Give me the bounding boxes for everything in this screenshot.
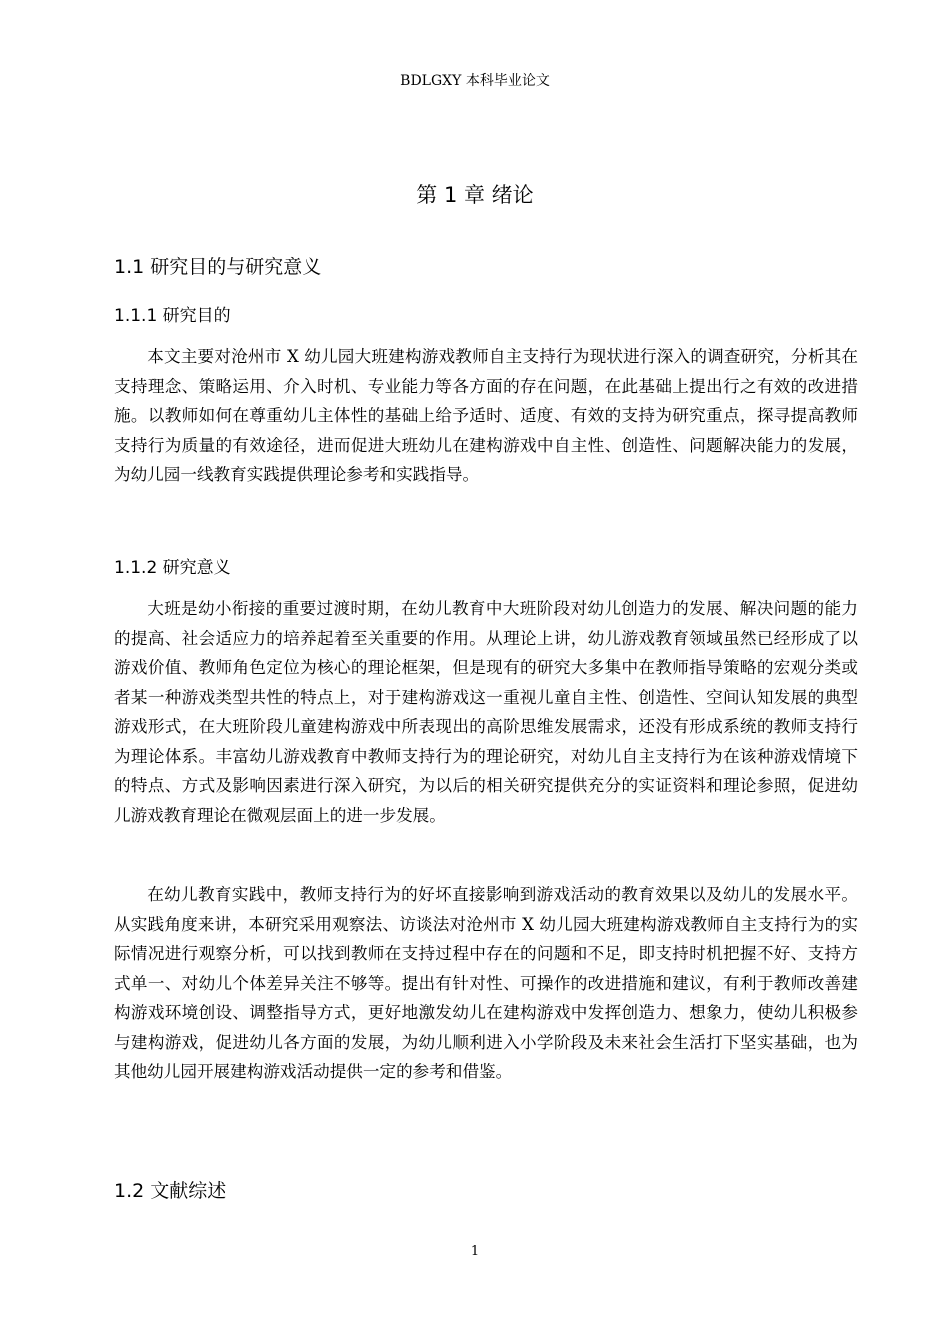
body-paragraph-research-purpose: 本文主要对沧州市 X 幼儿园大班建构游戏教师自主支持行为现状进行深入的调查研究，分析其在支持理念、策略运用、介入时机、专业能力等各方面的存在问题，在此基础上提出行之有效的改进措施。以教师如何在尊重幼儿主体性的基础上给予适时、适度、有效的支持为研究重点，探寻提高教师支持行为质量的有效途径，进而促进大班幼儿在建构游戏中自主性、创造性、问题解决能力的发展，为幼儿园一线教育实践提供理论参考和实践指导。 <box>114 347 858 484</box>
chapter-title: 第 1 章 绪论 <box>416 183 534 207</box>
section-heading-1-1: 1.1 研究目的与研究意义 <box>114 256 322 278</box>
section-heading-1-2: 1.2 文献综述 <box>114 1180 227 1202</box>
subsection-heading-1-1-1: 1.1.1 研究目的 <box>114 306 231 326</box>
running-header: BDLGXY 本科毕业论文 <box>400 73 550 89</box>
body-paragraph-theoretical-significance: 大班是幼小衔接的重要过渡时期，在幼儿教育中大班阶段对幼儿创造力的发展、解决问题的能力的提高、社会适应力的培养起着至关重要的作用。从理论上讲，幼儿游戏教育领域虽然已经形成了以游戏价值、教师角色定位为核心的理论框架，但是现有的研究大多集中在教师指导策略的宏观分类或者某一种游戏类型共性的特点上，对于建构游戏这一重视儿童自主性、创造性、空间认知发展的典型游戏形式，在大班阶段儿童建构游戏中所表现出的高阶思维发展需求，还没有形成系统的教师支持行为理论体系。丰富幼儿游戏教育中教师支持行为的理论研究，对幼儿自主支持行为在该种游戏情境下的特点、方式及影响因素进行深入研究，为以后的相关研究提供充分的实证资料和理论参照，促进幼儿游戏教育理论在微观层面上的进一步发展。 <box>114 599 858 825</box>
subsection-heading-1-1-2: 1.1.2 研究意义 <box>114 558 231 578</box>
body-paragraph-practical-significance: 在幼儿教育实践中，教师支持行为的好坏直接影响到游戏活动的教育效果以及幼儿的发展水平。从实践角度来讲，本研究采用观察法、访谈法对沧州市 X 幼儿园大班建构游戏教师自主支持行为的实际情况进行观察分析，可以找到教师在支持过程中存在的问题和不足，即支持时机把握不好、支持方式单一、对幼儿个体差异关注不够等。提出有针对性、可操作的改进措施和建议，有利于教师改善建构游戏环境创设、调整指导方式，更好地激发幼儿在建构游戏中发挥创造力、想象力，使幼儿积极参与建构游戏，促进幼儿各方面的发展，为幼儿顺利进入小学阶段及未来社会生活打下坚实基础，也为其他幼儿园开展建构游戏活动提供一定的参考和借鉴。 <box>114 885 858 1081</box>
page-number: 1 <box>470 1244 480 1259</box>
